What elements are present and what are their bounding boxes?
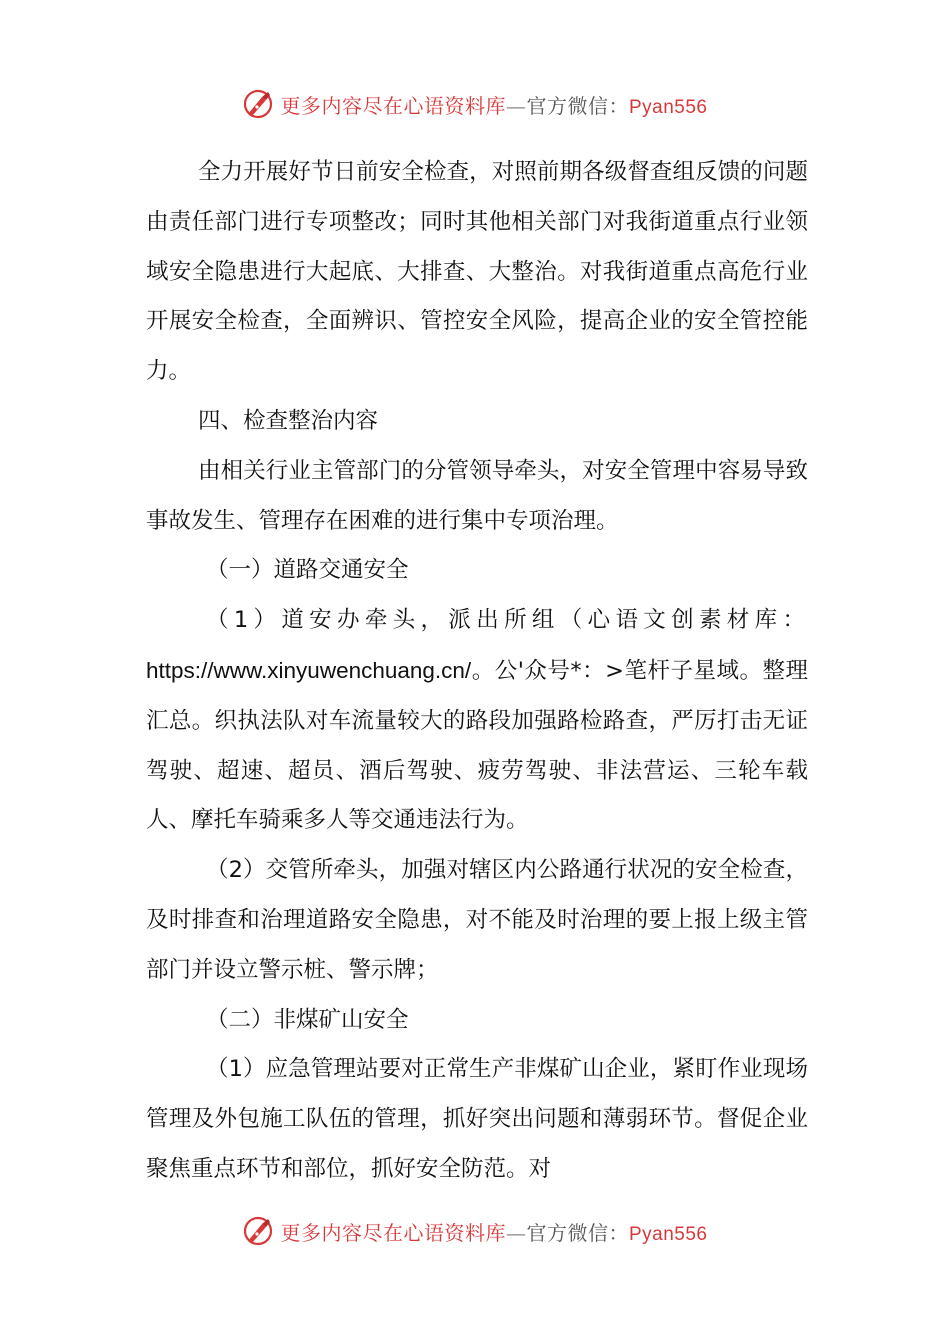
banner-main-text: 更多内容尽在心语资料库 bbox=[280, 1220, 506, 1245]
road-item-1-rest: 。公'众号*：>笔杆子星域。整理汇总。织执法队对车流量较大的路段加强路检路查，严厉打击无证驾驶、超速、超员、酒后驾驶、疲劳驾驶、非法营运、三轮车载人、摩托车骑乘多人等交通违法行为。 bbox=[146, 657, 808, 834]
subheading-non-coal-mine: （二）非煤矿山安全 bbox=[206, 1006, 409, 1033]
pen-nib-logo-icon bbox=[242, 88, 274, 120]
banner-wechat-id: Pyan556 bbox=[628, 96, 708, 118]
document-body bbox=[146, 148, 808, 1195]
banner-separator: — bbox=[505, 93, 527, 118]
section-heading-inspection: 四、检查整治内容 bbox=[198, 407, 379, 434]
paragraph-safety-check: 全力开展好节日前安全检查，对照前期各级督查组反馈的问题由责任部门进行专项整改；同时其他相关部门对我街道重点行业领域安全隐患进行大起底、大排查、大整治。对我街道重点高危行业开展安全检查，全面辨识、管控安全风险，提高企业的安全管控能力。 bbox=[146, 159, 808, 385]
paragraph-inspection-intro: 由相关行业主管部门的分管领导牵头，对安全管理中容易导致事故发生、管理存在困难的进行集中专项治理。 bbox=[146, 457, 808, 534]
watermark-banner-bottom bbox=[0, 1211, 950, 1251]
banner-main-text: 更多内容尽在心语资料库 bbox=[280, 93, 506, 118]
paragraph-road-item-2: （2）交管所牵头，加强对辖区内公路通行状况的安全检查，及时排查和治理道路安全隐患，对不能及时治理的要上报上级主管部门并设立警示桩、警示牌； bbox=[146, 857, 808, 983]
pen-nib-logo-icon bbox=[242, 1215, 274, 1247]
banner-separator: — bbox=[505, 1220, 527, 1245]
banner-wechat-id: Pyan556 bbox=[628, 1223, 708, 1245]
watermark-banner-top bbox=[0, 84, 950, 124]
paragraph-mine-item-1: （1）应急管理站要对正常生产非煤矿山企业，紧盯作业现场管理及外包施工队伍的管理，抓好突出问题和薄弱环节。督促企业聚焦重点环节和部位，抓好安全防范。对 bbox=[146, 1056, 808, 1182]
banner-wechat-label: 官方微信： bbox=[526, 93, 629, 118]
source-url-text: https://www.xinyuwenchuang.cn/ bbox=[146, 657, 472, 683]
banner-wechat-label: 官方微信： bbox=[526, 1220, 629, 1245]
subheading-road-traffic: （一）道路交通安全 bbox=[206, 557, 409, 584]
paragraph-road-item-1 bbox=[146, 596, 808, 846]
road-item-1-lead: （1）道安办牵头，派出所组（心语文创素材库： bbox=[206, 607, 808, 634]
